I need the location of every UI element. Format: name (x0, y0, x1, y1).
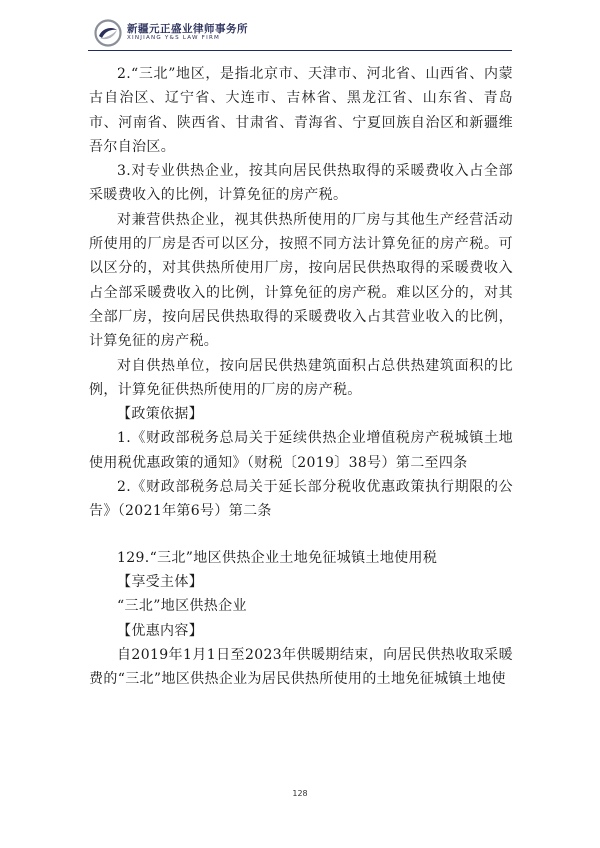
paragraph-sanbei-definition: 2.“三北”地区，是指北京市、天津市、河北省、山西省、内蒙古自治区、辽宁省、大连市、吉林省、黑龙江省、山东省、青岛市、河南省、陕西省、甘肃省、青海省、宁夏回族自治区和新疆维吾尔自治区。 (89, 66, 513, 155)
benefit-heading: 【优惠内容】 (117, 622, 204, 639)
firm-name-cn: 新疆元正盛业律师事务所 (127, 23, 248, 35)
document-body (89, 62, 513, 691)
page-header (0, 0, 600, 52)
policy-basis-item-2: 2.《财政部税务总局关于延长部分税收优惠政策执行期限的公告》（2021年第6号）第二条 (89, 479, 513, 520)
firm-logo-icon (94, 19, 122, 47)
benefit-text: 自2019年1月1日至2023年供暖期结束，向居民供热收取采暖费的“三北”地区供热企业为居民供热所使用的土地免征城镇土地使 (89, 646, 513, 688)
beneficiary-text: “三北”地区供热企业 (117, 598, 247, 615)
beneficiary-heading: 【享受主体】 (117, 573, 204, 590)
policy-basis-item-1: 1.《财政部税务总局关于延续供热企业增值税房产税城镇土地使用税优惠政策的通知》（财税〔2019〕38号）第二至四条 (89, 430, 513, 471)
policy-basis-heading: 【政策依据】 (117, 406, 204, 423)
paragraph-professional-heating: 3.对专业供热企业，按其向居民供热取得的采暖费收入占全部采暖费收入的比例，计算免征的房产税。 (89, 163, 513, 204)
page-number: 128 (292, 789, 308, 798)
firm-name-en: XINJIANG Y&S LAW FIRM (127, 35, 221, 41)
section-gap (89, 524, 513, 546)
paragraph-mixed-heating: 对兼营供热企业，视其供热所使用的厂房与其他生产经营活动所使用的厂房是否可以区分，按照不同方法计算免征的房产税。可以区分的，对其供热所使用厂房，按向居民供热取得的采暖费收入占全部采暖费收入的比例，计算免征的房产税。难以区分的，对其全部厂房，按向居民供热取得的采暖费收入占其营业收入的比例，计算免征的房产税。 (89, 211, 513, 350)
section-title: 129.“三北”地区供热企业土地免征城镇土地使用税 (117, 549, 438, 566)
header-divider (88, 50, 512, 51)
paragraph-self-heating: 对自供热单位，按向居民供热建筑面积占总供热建筑面积的比例，计算免征供热所使用的厂房的房产税。 (89, 357, 513, 398)
